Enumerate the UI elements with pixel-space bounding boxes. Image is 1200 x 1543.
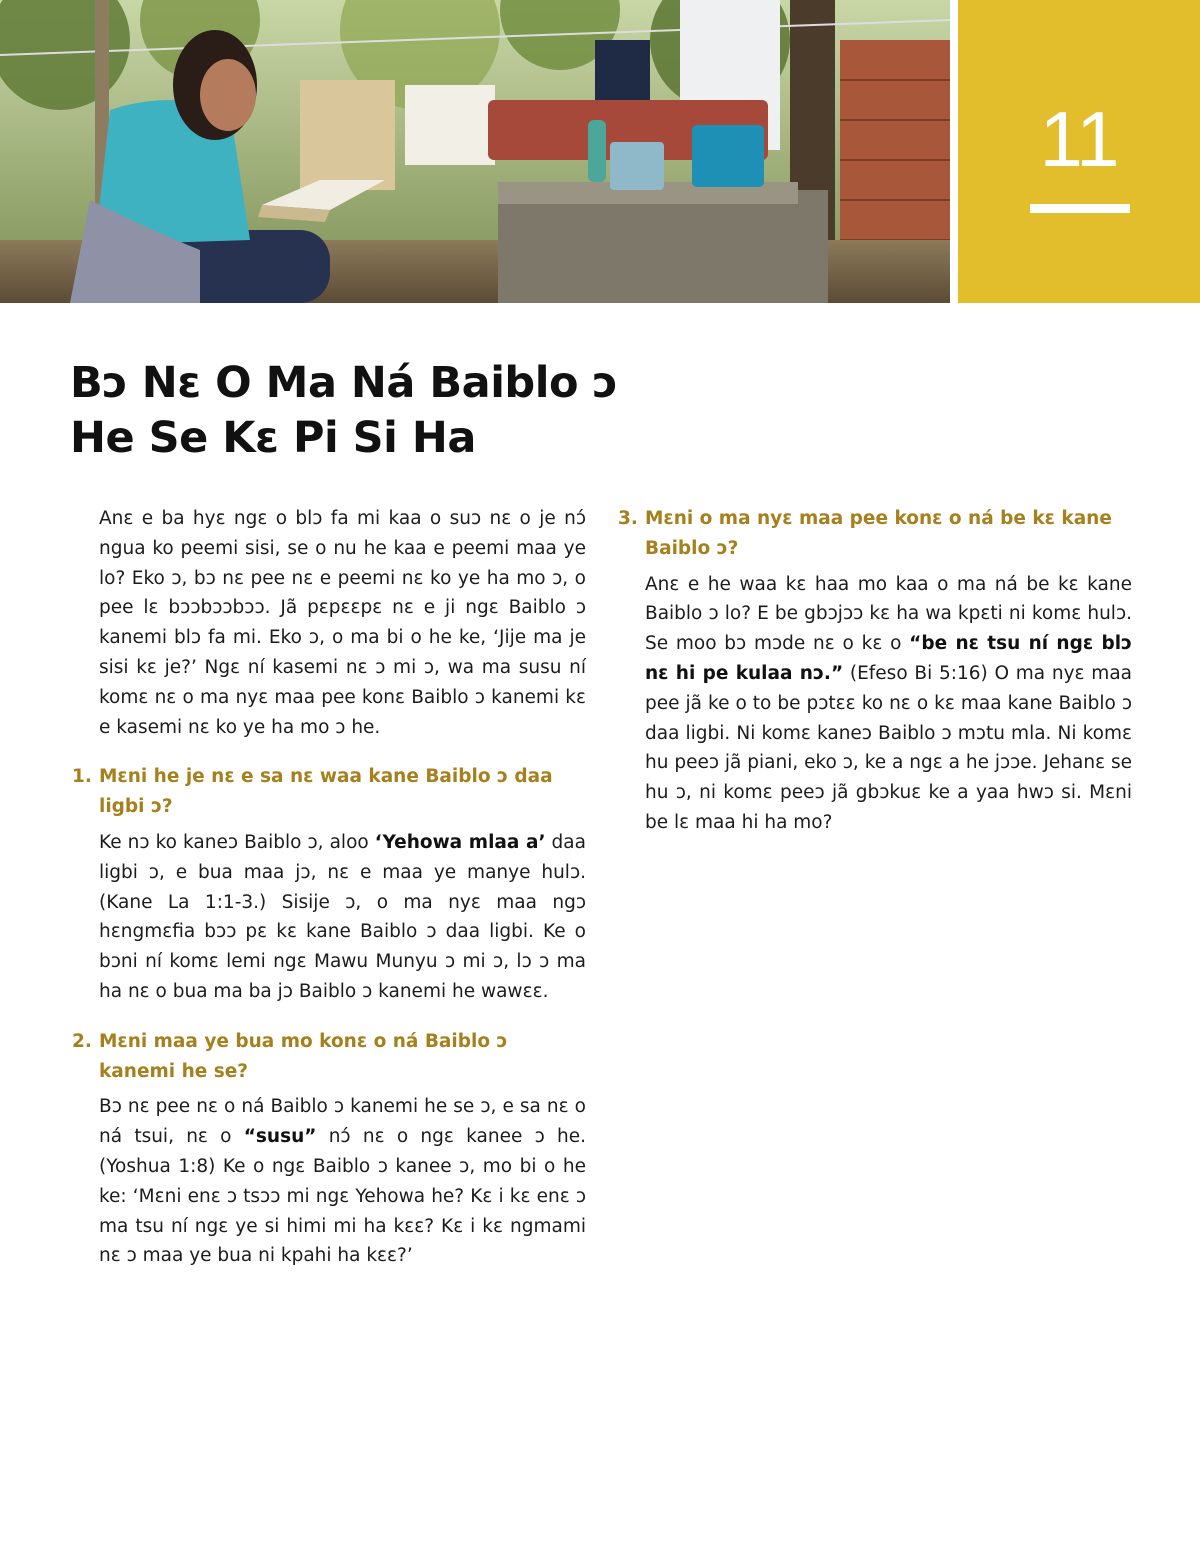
section-1-heading <box>72 762 586 822</box>
header-photo <box>0 0 950 303</box>
section-1-body <box>99 828 586 1007</box>
lesson-number-box <box>958 0 1200 303</box>
intro-paragraph: Anɛ e ba hyɛ ngɛ o blɔ fa mi kaa o suɔ nɛ o je nɔ́ ngua ko peemi sisi, se o nu he kaa e peemi maa ye lo? Eko ɔ, bɔ nɛ pee nɛ e peemi nɛ ko ye ha mo ɔ, o pee lɛ bɔɔbɔɔbɔɔ. Jã pɛpɛɛpɛ nɛ e ji ngɛ Baiblo ɔ kanemi blɔ fa mi. Eko ɔ, o ma bi o he ke, ‘Jije ma je sisi kɛ je?’ Ngɛ ní kasemi nɛ ɔ mi ɔ, wa ma susu ní komɛ nɛ o ma nyɛ maa pee konɛ Baiblo ɔ kanemi kɛ e kasemi nɛ ko ye ha mo ɔ he. <box>99 508 586 738</box>
section-3-body-a: Anɛ e he waa kɛ haa mo kaa o ma ná be kɛ kane Baiblo ɔ lo? E be gbɔjɔɔ kɛ ha wa kpɛti ni komɛ hulɔ. Se moo bɔ mɔde nɛ o kɛ o <box>645 573 1132 655</box>
section-1-question: Mɛni he je nɛ e sa nɛ waa kane Baiblo ɔ daa ligbi ɔ? <box>99 766 553 818</box>
section-3-heading <box>618 504 1132 564</box>
section-2-body-emphasis: “susu” <box>243 1126 317 1148</box>
right-column <box>618 504 1132 858</box>
section-2-body-c: nɔ́ nɛ o ngɛ kanee ɔ he. (Yoshua 1:8) Ke o ngɛ Baiblo ɔ kanee ɔ, mo bi o he ke: ‘Mɛni enɛ ɔ tsɔɔ mi ngɛ Yehowa he? Kɛ i kɛ enɛ ɔ ma tsu ní ngɛ ye si himi mi ha kɛɛ? Kɛ i kɛ ngmami nɛ ɔ maa ye bua ni kpahi ha kɛɛ?’ <box>99 1126 586 1267</box>
section-2-body <box>99 1092 586 1271</box>
section-3-question: Mɛni o ma nyɛ maa pee konɛ o ná be kɛ kane Baiblo ɔ? <box>645 508 1112 559</box>
section-2-body-a: Bɔ nɛ pee nɛ o ná Baiblo ɔ kanemi he se ɔ, e sa nɛ o ná tsui, nɛ o <box>99 1096 586 1148</box>
section-3-body <box>645 570 1132 838</box>
section-2-heading <box>72 1027 586 1087</box>
page-title-line-2: He Se Kɛ Pi Si Ha <box>70 413 476 463</box>
section-3-body-c: (Efeso Bi 5:16) O ma nyɛ maa pee jã ke o to be pɔtɛɛ ko nɛ o kɛ maa kane Baiblo ɔ daa ligbi. Ni komɛ kaneɔ Baiblo ɔ mɔtu mla. Ni komɛ hu peeɔ jã piani, eko ɔ, ke a ngɛ a he jɔɔe. Jehanɛ se hu ɔ, ni komɛ peeɔ jã gbɔkuɛ ke a yaa hwɔ si. Mɛni be lɛ maa hi ha mo? <box>645 662 1133 833</box>
page-title-line-1: Bɔ Nɛ O Ma Ná Baiblo ɔ <box>70 358 618 408</box>
lesson-number: 11 <box>1039 95 1119 183</box>
section-2-number: 2. <box>72 1030 92 1052</box>
section-2-question: Mɛni maa ye bua mo konɛ o ná Baiblo ɔ kanemi he se? <box>99 1030 508 1082</box>
section-1-number: 1. <box>72 766 92 788</box>
section-1-body-a: Ke nɔ ko kaneɔ Baiblo ɔ, aloo <box>99 831 375 853</box>
page-title <box>70 356 617 466</box>
section-3-body-emphasis: “be nɛ tsu ní ngɛ blɔ nɛ hi pe kulaa nɔ.” <box>645 633 1132 684</box>
section-1-body-emphasis: ‘Yehowa mlaa a’ <box>374 831 546 853</box>
left-column <box>72 504 586 1291</box>
lesson-number-underline <box>1030 204 1130 213</box>
section-3-number: 3. <box>618 508 638 529</box>
section-1-body-c: daa ligbi ɔ, e bua maa jɔ, nɛ e maa ye manye hulɔ. (Kane La 1:1-3.) Sisije ɔ, o ma nyɛ maa ngɔ hɛngmɛfia bɔɔ pɛ kɛ kane Baiblo ɔ daa ligbi. Ke o bɔni ní komɛ lemi ngɛ Mawu Munyu ɔ mi ɔ, lɔ ɔ ma ha nɛ o bua ma ba jɔ Baiblo ɔ kanemi he wawɛɛ. <box>99 831 586 1002</box>
